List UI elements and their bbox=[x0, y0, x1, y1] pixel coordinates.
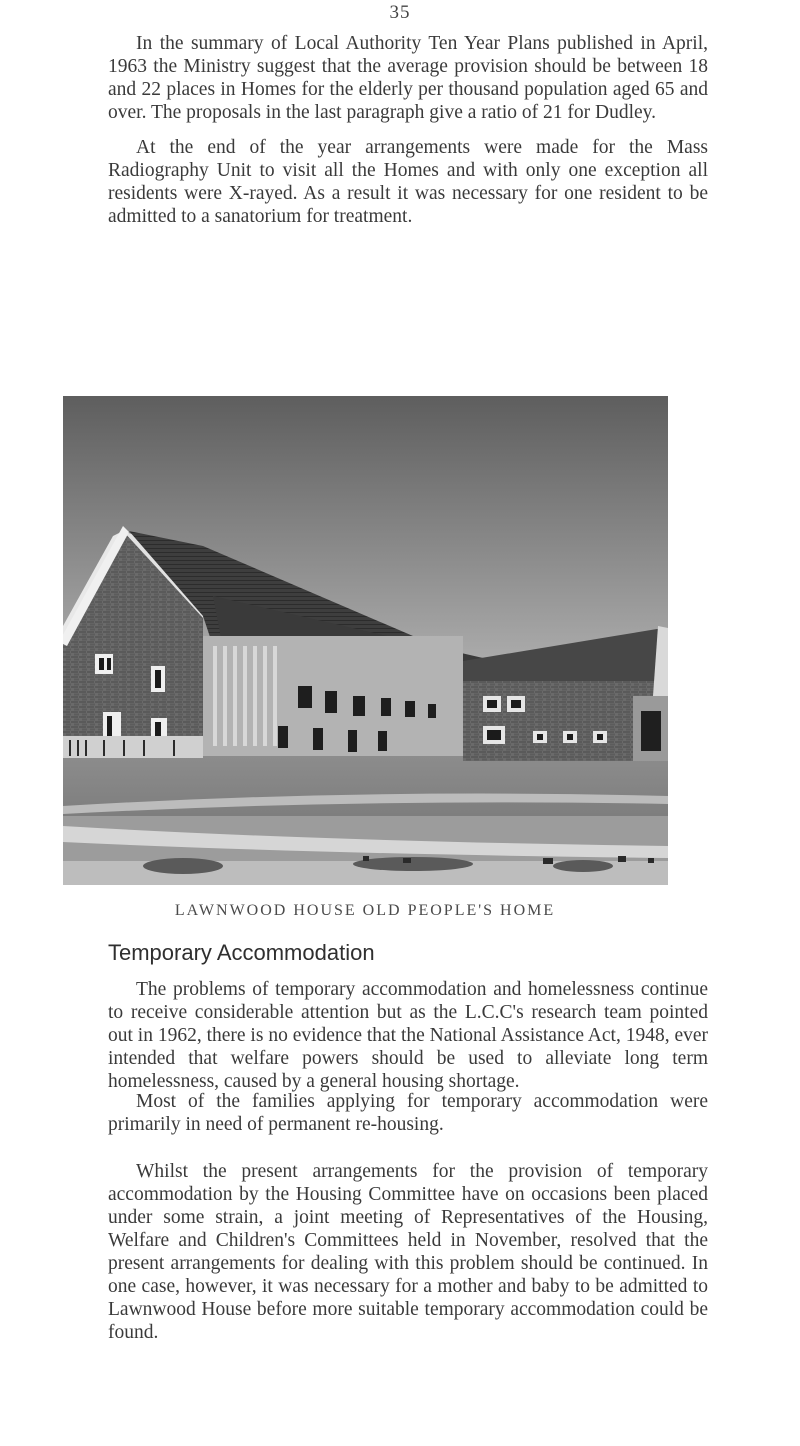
building-photo-illustration bbox=[63, 396, 668, 885]
page-number: 35 bbox=[389, 2, 411, 23]
section-heading: Temporary Accommodation bbox=[108, 940, 375, 965]
photo-caption: LAWNWOOD HOUSE OLD PEOPLE'S HOME bbox=[174, 902, 556, 919]
paragraph-ten-year-plans: In the summary of Local Authority Ten Year Plans published in April, 1963 the Ministry suggest that the average provision should be between 18 and 22 places in Homes for the elderly per thousand population aged 65 and over. The proposals in the last paragraph give a ratio of 21 for Dudley. bbox=[108, 33, 708, 123]
lawnwood-house-photo bbox=[63, 396, 668, 885]
paragraph-present-arrangements: Whilst the present arrangements for the provision of temporary accommodation by the Housing Committee have on occasions been placed under some strain, a joint meeting of Representatives of the Housing, Welfare and Children's Committees held in November, resolved that the present arrangements for dealing with this problem should be continued. In one case, however, it was necessary for a mother and baby to be admitted to Lawnwood House before more suitable temporary accommodation could be found. bbox=[108, 1161, 708, 1343]
paragraph-families-rehousing: Most of the families applying for temporary accommodation were primarily in need of permanent re-housing. bbox=[108, 1091, 708, 1135]
paragraph-temporary-accommodation-problems: The problems of temporary accommodation and homelessness continue to receive considerable attention but as the L.C.C's research team pointed out in 1962, there is no evidence that the National Assistance Act, 1948, ever intended that welfare powers should be used to alleviate long term homelessness, caused by a general housing shortage. bbox=[108, 979, 709, 1092]
paragraph-mass-radiography: At the end of the year arrangements were made for the Mass Radiography Unit to visit all the Homes and with only one exception all residents were X-rayed. As a result it was necessary for one resident to be admitted to a sanatorium for treatment. bbox=[108, 137, 708, 227]
